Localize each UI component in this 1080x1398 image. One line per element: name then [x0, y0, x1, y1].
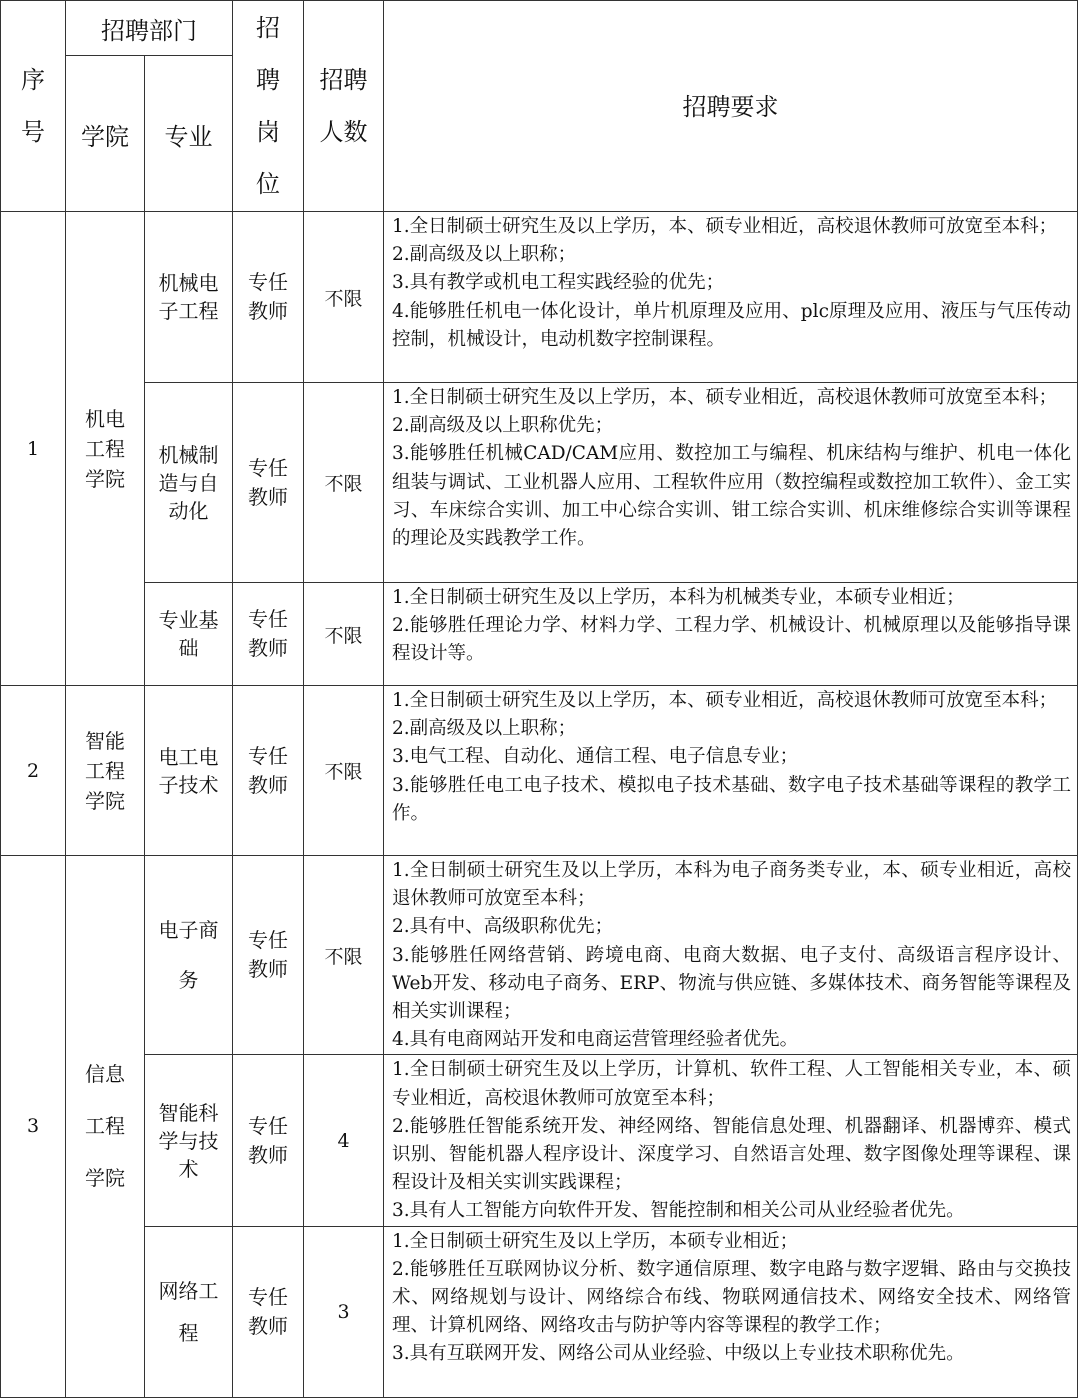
- row-count: 不限: [304, 212, 384, 383]
- requirement-item: 1.全日制硕士研究生及以上学历，本科为电子商务类专业，本、硕专业相近，高校退休教师可放宽至本科；: [392, 860, 1071, 910]
- table-row: [1, 686, 1078, 856]
- header-position: [233, 1, 304, 212]
- row-requirements: [384, 686, 1078, 856]
- row-index: 3: [1, 856, 66, 1398]
- row-count: 不限: [304, 686, 384, 856]
- requirement-item: 2.能够胜任互联网协议分析、数字通信原理、数字电路与数字逻辑、路由与交换技术、网络规划与设计、网络综合布线、物联网通信技术、网络安全技术、网络管理、计算机网络、网络攻击与防护等内容等课程的教学工作；: [392, 1258, 1071, 1337]
- row-position: [233, 212, 304, 383]
- row-position: [233, 383, 304, 583]
- row-requirements: [384, 1055, 1078, 1226]
- requirement-item: 2.副高级及以上职称；: [392, 718, 577, 740]
- row-position: [233, 583, 304, 686]
- table-row: [1, 583, 1078, 686]
- row-index: 2: [1, 686, 66, 856]
- college-text: 智能工程学院: [85, 728, 125, 813]
- requirement-item: 2.具有中、高级职称优先；: [392, 916, 614, 938]
- requirement-item: 3.能够胜任网络营销、跨境电商、电商大数据、电子支付、高级语言程序设计、Web开发、移动电子商务、ERP、物流与供应链、多媒体技术、商务智能等课程及相关实训课程；: [392, 944, 1071, 1023]
- position-text: 专任教师: [248, 455, 288, 509]
- row-index: 1: [1, 212, 66, 686]
- requirement-item: 1.全日制硕士研究生及以上学历，本、硕专业相近，高校退休教师可放宽至本科；: [392, 690, 1058, 711]
- row-college: [66, 856, 145, 1398]
- requirement-item: 3.具有教学或机电工程实践经验的优先；: [392, 272, 725, 294]
- row-count: 3: [304, 1226, 384, 1397]
- row-college: [66, 686, 145, 856]
- row-college: [66, 212, 145, 686]
- requirement-item: 4.能够胜任机电一体化设计，单片机原理及应用、plc原理及应用、液压与气压传动控制，机械设计，电动机数字控制课程。: [392, 300, 1071, 350]
- requirement-item: 3.能够胜任机械CAD/CAM应用、数控加工与编程、机床结构与维护、机电一体化组装与调试、工业机器人应用、工程软件应用（数控编程或数控加工软件）、金工实习、车床综合实训、加工中心综合实训、钳工综合实训、机床维修综合实训等课程的理论及实践教学工作。: [392, 443, 1071, 550]
- header-requirements: 招聘要求: [384, 1, 1078, 212]
- header-major: 专业: [145, 56, 233, 212]
- requirement-item: 3.能够胜任电工电子技术、模拟电子技术基础、数字电子技术基础等课程的教学工作。: [392, 774, 1071, 824]
- position-text: 专任教师: [248, 928, 288, 982]
- requirement-item: 1.全日制硕士研究生及以上学历，本科为机械类专业，本硕专业相近；: [392, 587, 965, 608]
- position-text: 专任教师: [248, 607, 288, 660]
- table-row: [1, 856, 1078, 1055]
- major-text: 机械制造与自动化: [158, 442, 219, 523]
- row-position: [233, 1226, 304, 1397]
- row-count: 不限: [304, 383, 384, 583]
- requirement-item: 3.具有人工智能方向软件开发、智能控制和相关公司从业经验者优先。: [392, 1200, 965, 1222]
- header-department: 招聘部门: [66, 1, 233, 56]
- requirement-item: 2.能够胜任智能系统开发、神经网络、智能信息处理、机器翻译、机器博弈、模式识别、智能机器人程序设计、深度学习、自然语言处理、数字图像处理等课程、课程设计及相关实训实践课程；: [392, 1115, 1071, 1194]
- row-major: [145, 1055, 233, 1226]
- row-requirements: [384, 212, 1078, 383]
- requirement-item: 3.具有互联网开发、网络公司从业经验、中级以上专业技术职称优先。: [392, 1343, 965, 1365]
- row-requirements: [384, 583, 1078, 686]
- college-text: 机电工程学院: [85, 406, 125, 491]
- requirement-item: 4.具有电商网站开发和电商运营管理经验者优先。: [392, 1029, 799, 1051]
- header-count: [304, 1, 384, 212]
- row-major: [145, 856, 233, 1055]
- row-count: 不限: [304, 583, 384, 686]
- row-major: [145, 383, 233, 583]
- requirement-item: 3.电气工程、自动化、通信工程、电子信息专业；: [392, 746, 799, 768]
- requirement-item: 1.全日制硕士研究生及以上学历，计算机、软件工程、人工智能相关专业，本、硕专业相近，高校退休教师可放宽至本科；: [392, 1059, 1071, 1109]
- major-text: 电子商务: [158, 918, 219, 993]
- row-position: [233, 856, 304, 1055]
- table-row: [1, 212, 1078, 383]
- major-text: 智能科学与技术: [158, 1100, 219, 1181]
- row-position: [233, 1055, 304, 1226]
- requirement-item: 1.全日制硕士研究生及以上学历，本、硕专业相近，高校退休教师可放宽至本科；: [392, 216, 1058, 237]
- college-text: 信息工程学院: [85, 1062, 125, 1191]
- header-college: 学院: [66, 56, 145, 212]
- header-index-text: 序号: [21, 66, 45, 146]
- row-major: [145, 583, 233, 686]
- major-text: 电工电子技术: [158, 744, 219, 797]
- row-position: [233, 686, 304, 856]
- table-row: [1, 383, 1078, 583]
- major-text: 专业基础: [158, 608, 219, 660]
- major-text: 网络工程: [158, 1278, 219, 1345]
- row-count: 4: [304, 1055, 384, 1226]
- row-major: [145, 686, 233, 856]
- row-major: [145, 1226, 233, 1397]
- row-requirements: [384, 383, 1078, 583]
- table-row: [1, 1226, 1078, 1397]
- major-text: 机械电子工程: [158, 271, 219, 323]
- position-text: 专任教师: [248, 1113, 288, 1167]
- position-text: 专任教师: [248, 1284, 288, 1338]
- row-requirements: [384, 856, 1078, 1055]
- position-text: 专任教师: [248, 743, 288, 797]
- row-major: [145, 212, 233, 383]
- requirement-item: 1.全日制硕士研究生及以上学历，本、硕专业相近，高校退休教师可放宽至本科；: [392, 387, 1058, 408]
- header-position-text: 招聘岗位: [256, 14, 280, 198]
- requirement-item: 2.副高级及以上职称；: [392, 244, 577, 266]
- header-index: [1, 1, 66, 212]
- table-row: [1, 1055, 1078, 1226]
- row-count: 不限: [304, 856, 384, 1055]
- position-text: 专任教师: [248, 270, 288, 323]
- requirement-item: 2.能够胜任理论力学、材料力学、工程力学、机械设计、机械原理以及能够指导课程设计等。: [392, 615, 1071, 665]
- requirement-item: 2.副高级及以上职称优先；: [392, 415, 614, 437]
- requirement-item: 1.全日制硕士研究生及以上学历，本硕专业相近；: [392, 1230, 799, 1252]
- header-count-text: 招聘人数: [319, 66, 368, 146]
- row-requirements: [384, 1226, 1078, 1397]
